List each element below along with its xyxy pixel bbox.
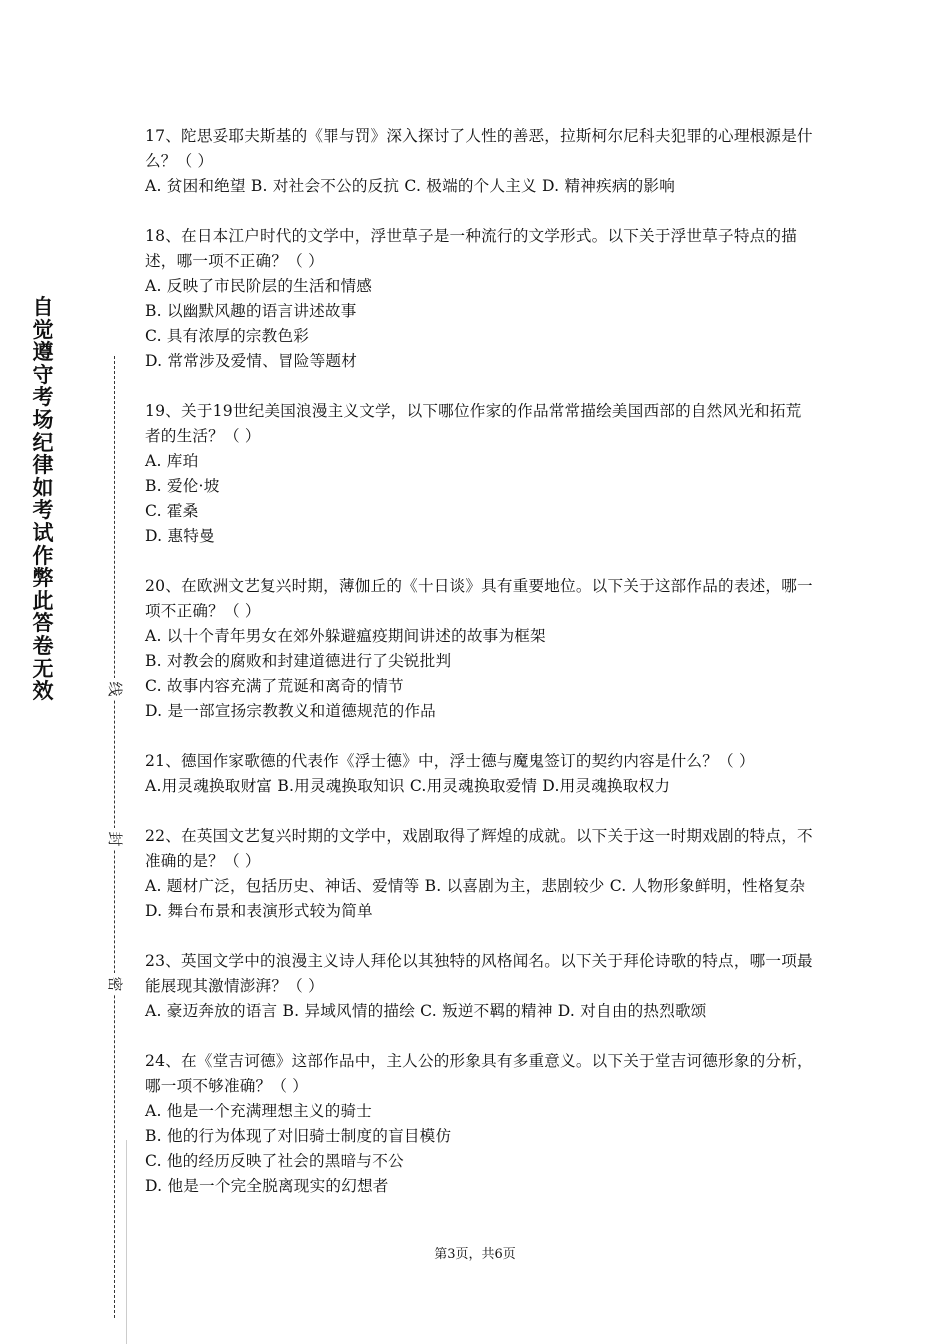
question-stem: 18、在日本江户时代的文学中，浮世草子是一种流行的文学形式。以下关于浮世草子特点的描述，哪一项不正确？（ ） (145, 227, 797, 270)
option-c: C. 霍桑 (145, 502, 199, 520)
binding-mark-secret: 密 (104, 973, 126, 995)
option-c: C. 故事内容充满了荒诞和离奇的情节 (145, 677, 404, 695)
option-a: A. 反映了市民阶层的生活和情感 (145, 277, 373, 295)
question-options: A. 豪迈奔放的语言 B. 异域风情的描绘 C. 叛逆不羁的精神 D. 对自由的热烈歌颂 (145, 1002, 707, 1020)
question-options: A.用灵魂换取财富 B.用灵魂换取知识 C.用灵魂换取爱情 D.用灵魂换取权力 (145, 777, 671, 795)
question-17 (145, 124, 817, 199)
option-b: B. 对教会的腐败和封建道德进行了尖锐批判 (145, 652, 452, 670)
exam-rules-notice: 自觉遵守考场纪律如考试作弊此答卷无效 (32, 295, 54, 704)
question-stem: 21、德国作家歌德的代表作《浮士德》中，浮士德与魔鬼签订的契约内容是什么？（ ） (145, 752, 755, 770)
question-21 (145, 749, 817, 799)
question-stem: 19、关于19世纪美国浪漫主义文学，以下哪位作家的作品常常描绘美国西部的自然风光和拓荒者的生活？（ ） (145, 402, 802, 445)
content-left-border (126, 1140, 127, 1344)
option-d: D. 他是一个完全脱离现实的幻想者 (145, 1177, 389, 1195)
question-24 (145, 1049, 817, 1199)
binding-mark-line: 线 (104, 678, 126, 700)
question-options: A. 题材广泛，包括历史、神话、爱情等 B. 以喜剧为主，悲剧较少 C. 人物形象鲜明，性格复杂 D. 舞台布景和表演形式较为简单 (145, 877, 806, 920)
question-23 (145, 949, 817, 1024)
question-options: A. 贫困和绝望 B. 对社会不公的反抗 C. 极端的个人主义 D. 精神疾病的影响 (145, 177, 675, 195)
question-stem: 22、在英国文艺复兴时期的文学中，戏剧取得了辉煌的成就。以下关于这一时期戏剧的特点，不准确的是？（ ） (145, 827, 813, 870)
option-a: A. 库珀 (145, 452, 199, 470)
question-list (145, 124, 817, 1224)
page-footer: 第3页，共6页 (434, 1247, 516, 1262)
option-b: B. 爱伦·坡 (145, 477, 220, 495)
question-stem: 23、英国文学中的浪漫主义诗人拜伦以其独特的风格闻名。以下关于拜伦诗歌的特点，哪一项最能展现其激情澎湃？（ ） (145, 952, 813, 995)
question-19 (145, 399, 817, 549)
question-22 (145, 824, 817, 924)
option-b: B. 以幽默风趣的语言讲述故事 (145, 302, 357, 320)
option-a: A. 他是一个充满理想主义的骑士 (145, 1102, 373, 1120)
option-d: D. 常常涉及爱情、冒险等题材 (145, 352, 357, 370)
option-a: A. 以十个青年男女在郊外躲避瘟疫期间讲述的故事为框架 (145, 627, 546, 645)
option-d: D. 是一部宣扬宗教教义和道德规范的作品 (145, 702, 436, 720)
binding-mark-seal: 封 (104, 828, 126, 850)
option-b: B. 他的行为体现了对旧骑士制度的盲目模仿 (145, 1127, 452, 1145)
option-c: C. 他的经历反映了社会的黑暗与不公 (145, 1152, 404, 1170)
question-stem: 24、在《堂吉诃德》这部作品中，主人公的形象具有多重意义。以下关于堂吉诃德形象的分析，哪一项不够准确？（ ） (145, 1052, 813, 1095)
question-stem: 17、陀思妥耶夫斯基的《罪与罚》深入探讨了人性的善恶，拉斯柯尔尼科夫犯罪的心理根源是什么？（ ） (145, 127, 813, 170)
option-c: C. 具有浓厚的宗教色彩 (145, 327, 310, 345)
option-d: D. 惠特曼 (145, 527, 215, 545)
question-20 (145, 574, 817, 724)
question-18 (145, 224, 817, 374)
question-stem: 20、在欧洲文艺复兴时期，薄伽丘的《十日谈》具有重要地位。以下关于这部作品的表述，哪一项不正确？（ ） (145, 577, 813, 620)
